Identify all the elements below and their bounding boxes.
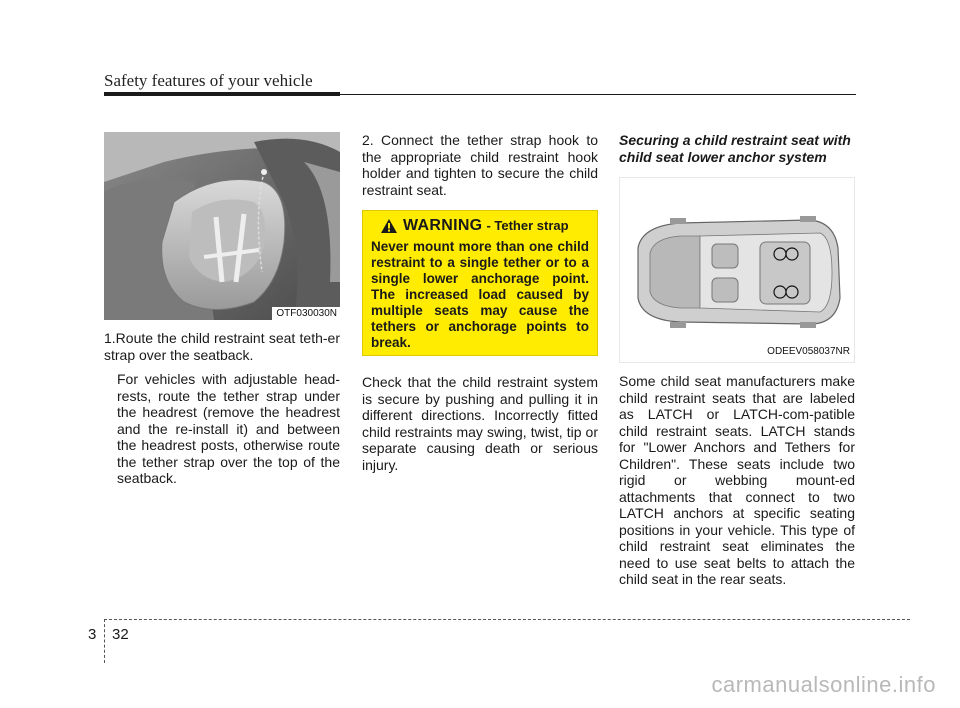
child-seat-illustration [104, 132, 340, 320]
column-3 [619, 132, 855, 588]
warning-triangle-icon [381, 219, 397, 233]
step-2-text: 2. Connect the tether strap hook to the appropriate child restraint hook holder and tighten to secure the child restraint seat. [362, 132, 598, 198]
latch-paragraph: Some child seat manufacturers make child restraint seats that are labeled as LATCH or LATCH-com-patible child restraint seats. LATCH stands for "Lower Anchors and Tethers for Children". These seats include two rigid or webbing mount-ed attachments that connect to two LATCH anchors at specific seating positions in your vehicle. This type of child restraint seat eliminates the need to use seat belts to attach the child seat in the rear seats. [619, 373, 855, 587]
footer-rule [104, 619, 910, 620]
column-2 [362, 132, 598, 473]
step-1-detail: For vehicles with adjustable head-rests, route the tether strap under the headrest (remove the headrest and the re-install it) and between the headrest posts, otherwise route the tether strap over the top of the seatback. [117, 371, 340, 486]
car-top-view-illustration [620, 178, 854, 362]
header-rule-thick [104, 92, 340, 96]
header-rule-thin [340, 94, 856, 95]
chapter-number: 3 [88, 626, 97, 643]
footer-divider [104, 619, 105, 663]
page-header-title: Safety features of your vehicle [104, 71, 313, 90]
warning-header [381, 218, 589, 235]
vehicle-top-view-diagram [619, 177, 855, 363]
watermark-text: carmanualsonline.info [711, 672, 936, 697]
warning-body: Never mount more than one child restraint to a single tether or to a single lower anchorage point. The increased load caused by multiple seats may cause the tethers or anchorage points to break. [371, 238, 589, 350]
section-heading: Securing a child restraint seat with child seat lower anchor system [619, 132, 851, 165]
step-1-instruction: 1.Route the child restraint seat teth-er strap over the seatback. [104, 330, 340, 363]
child-seat-photo [104, 132, 340, 320]
photo-code-label: OTF030030N [272, 307, 340, 320]
check-paragraph: Check that the child restraint system is secure by pushing and pulling it in different directions. Incorrectly fitted child restraints may swing, twist, tip or separate causing death or serious injury. [362, 374, 598, 473]
warning-box [362, 210, 598, 356]
diagram-code-label: ODEEV058037NR [767, 345, 850, 357]
warning-subtitle: - Tether strap [486, 218, 569, 233]
page-number: 32 [112, 626, 129, 643]
step-1-text [104, 330, 340, 363]
warning-word: WARNING [403, 217, 483, 234]
column-1 [104, 132, 340, 487]
